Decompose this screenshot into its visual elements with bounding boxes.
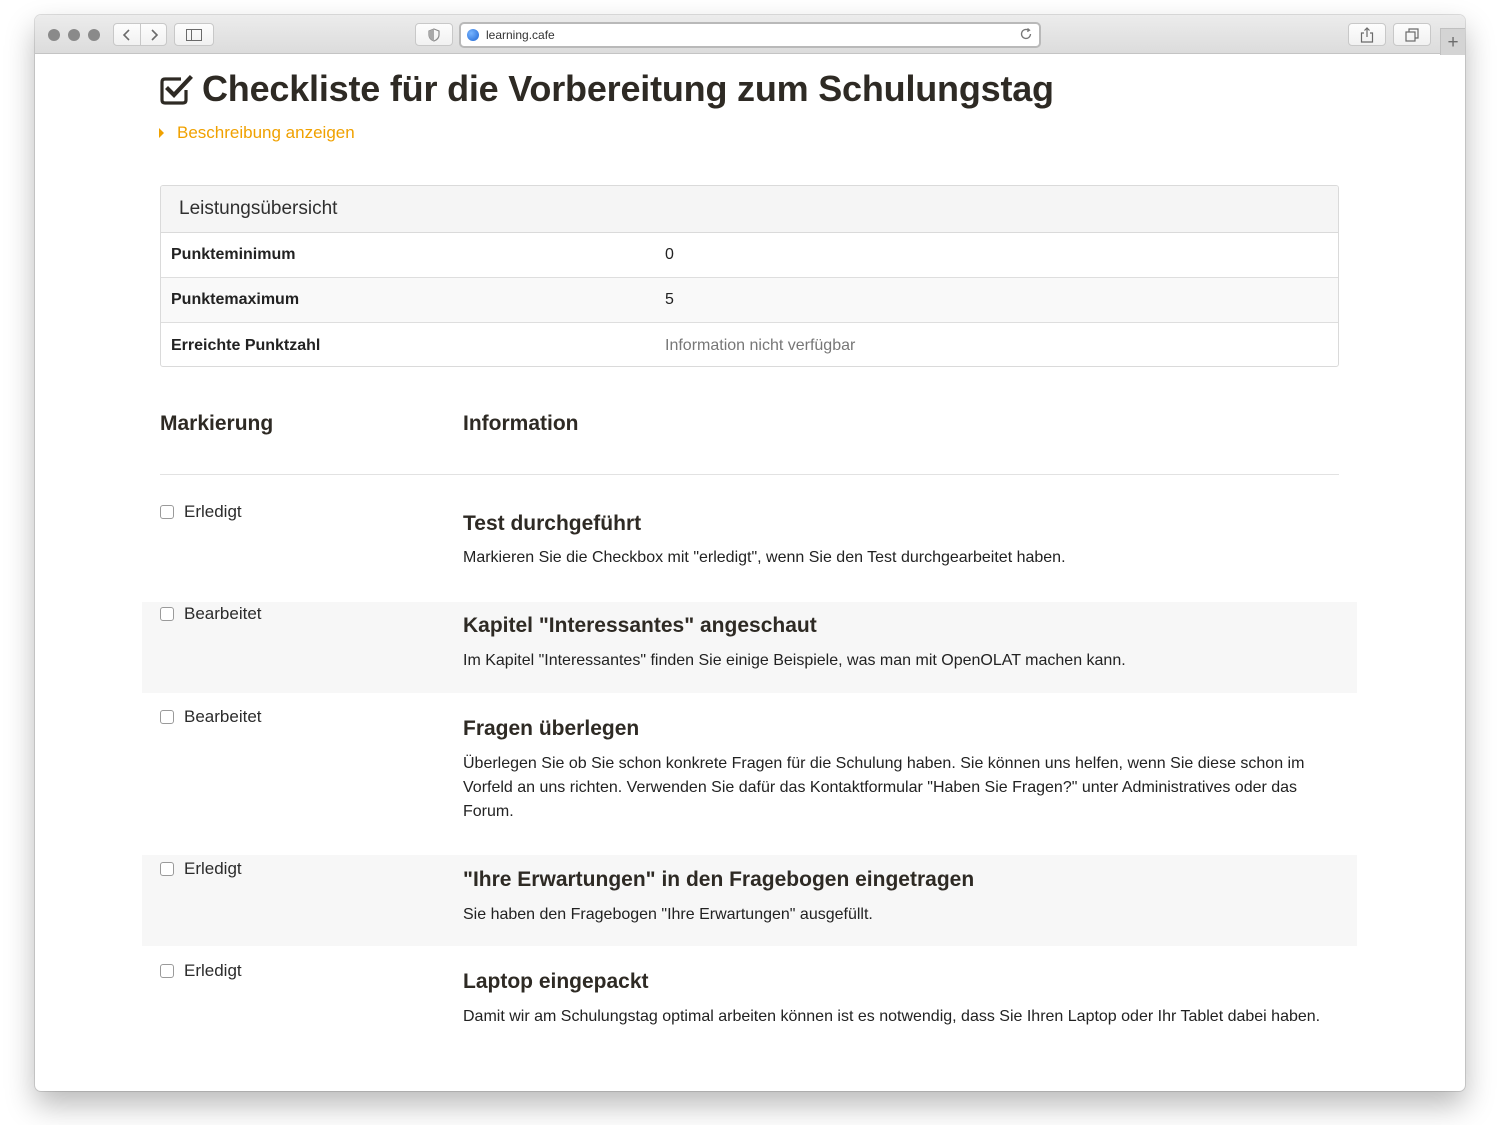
performance-value: 5 [665,291,674,308]
checklist-item-title: Laptop eingepackt [463,970,649,993]
browser-window [35,15,1465,1091]
checklist-item [142,693,1357,855]
show-description-label: Beschreibung anzeigen [177,123,355,142]
checklist-item [142,946,1357,1066]
performance-overview-panel [160,185,1339,367]
reload-icon [1019,27,1033,41]
checkbox[interactable] [160,607,174,621]
caret-right-icon [159,128,164,138]
performance-row-max [161,278,1338,323]
back-button[interactable] [114,24,140,45]
close-window-button[interactable] [48,29,60,41]
chevron-left-icon [122,28,132,42]
tabs-overview-icon [1405,28,1419,42]
page-content [35,54,1465,1091]
page-title [159,68,1054,110]
performance-overview-heading: Leistungsübersicht [161,186,1338,233]
checkbox-label: Erledigt [184,859,242,878]
checklist-checkbox-done[interactable] [160,859,242,879]
zoom-window-button[interactable] [88,29,100,41]
privacy-report-button[interactable] [415,23,453,46]
performance-value: Information nicht verfügbar [665,336,856,354]
checkbox-label: Erledigt [184,502,242,521]
show-tabs-button[interactable] [1393,23,1431,46]
checklist-checkbox-edited[interactable] [160,707,262,727]
checkbox[interactable] [160,964,174,978]
checklist-item-text: Überlegen Sie ob Sie schon konkrete Fragen für die Schulung haben. Sie können uns helfen, wenn Sie diese schon im Vorfeld an uns richten. Verwenden Sie dafür das Kontaktformular "Haben Sie Fragen?" unter Administratives oder das Forum. [463,755,1305,820]
globe-icon [467,29,479,41]
address-bar[interactable] [459,22,1041,48]
new-tab-button[interactable] [1440,28,1465,55]
checklist-item-title: "Ihre Erwartungen" in den Fragebogen eingetragen [463,868,975,891]
checklist-item [142,482,1357,583]
reload-button[interactable] [1019,27,1033,46]
minimize-window-button[interactable] [68,29,80,41]
checklist-item [142,602,1357,693]
show-description-toggle[interactable] [159,123,355,143]
checklist-item-title: Test durchgeführt [463,512,642,535]
page-title-text: Checkliste für die Vorbereitung zum Schulungstag [202,68,1054,109]
performance-value: 0 [665,246,674,263]
performance-row-achieved [161,323,1338,367]
checklist-item-text: Im Kapitel "Interessantes" finden Sie einige Beispiele, was man mit OpenOLAT machen kann. [463,652,1126,669]
url-text: learning.cafe [486,28,555,42]
checkbox[interactable] [160,862,174,876]
plus-icon: + [1447,31,1459,53]
column-header-marker: Markierung [160,412,274,435]
checkbox[interactable] [160,710,174,724]
performance-label: Punkteminimum [171,246,296,263]
checklist-item-title: Fragen überlegen [463,717,640,740]
checklist-item-text: Damit wir am Schulungstag optimal arbeiten können ist es notwendig, dass Sie Ihren Laptop oder Ihr Tablet dabei haben. [463,1008,1321,1025]
performance-label: Punktemaximum [171,291,300,308]
performance-row-min [161,233,1338,278]
checklist-checkbox-edited[interactable] [160,604,262,624]
column-header-information: Information [463,412,579,435]
checklist-checkbox-done[interactable] [160,961,242,981]
checklist-checkbox-done[interactable] [160,502,242,522]
sidebar-toggle-button[interactable] [174,23,214,46]
forward-button[interactable] [140,24,166,45]
checklist-item-title: Kapitel "Interessantes" angeschaut [463,614,817,637]
checklist-item [142,855,1357,946]
sidebar-icon [186,29,202,41]
checkbox-label: Erledigt [184,961,242,980]
checkbox-checked-icon [159,72,193,106]
checkbox[interactable] [160,505,174,519]
checkbox-label: Bearbeitet [184,707,262,726]
chevron-right-icon [149,28,159,42]
shield-icon [428,28,440,42]
navigation-buttons [113,23,167,46]
checklist-item-text: Sie haben den Fragebogen "Ihre Erwartungen" ausgefüllt. [463,906,873,923]
share-button[interactable] [1348,23,1386,46]
performance-label: Erreichte Punktzahl [171,336,321,354]
checkbox-label: Bearbeitet [184,604,262,623]
checklist-item-text: Markieren Sie die Checkbox mit "erledigt", wenn Sie den Test durchgearbeitet haben. [463,549,1066,566]
header-divider [160,474,1339,475]
share-icon [1360,27,1374,43]
browser-toolbar [35,15,1465,54]
